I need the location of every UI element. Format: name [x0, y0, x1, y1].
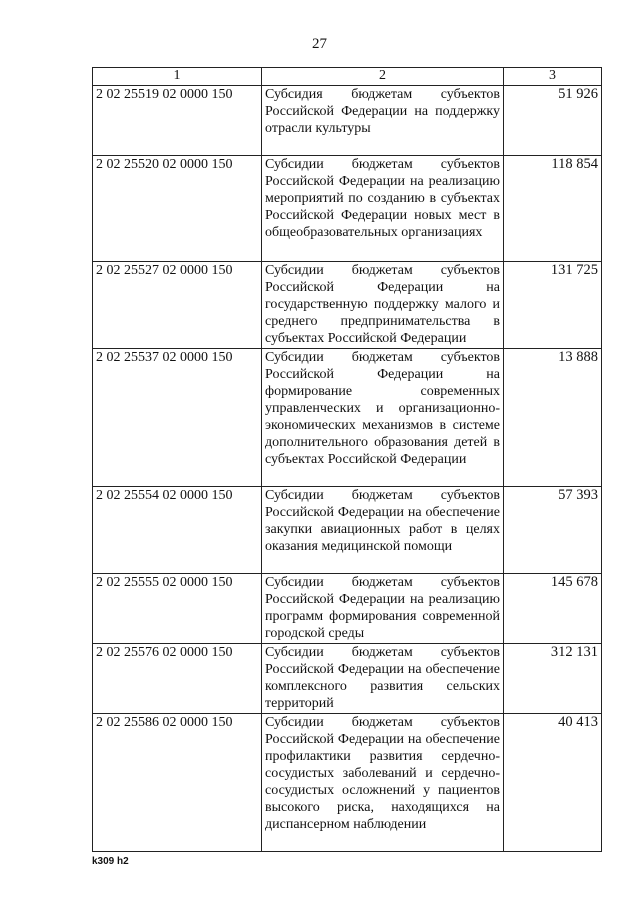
table-row — [93, 644, 602, 714]
row-amount: 40 413 — [504, 714, 602, 852]
row-code: 2 02 25537 02 0000 150 — [93, 349, 262, 487]
row-amount: 57 393 — [504, 487, 602, 574]
row-name: Субсидии бюджетам субъектов Российской Федерации на реализацию мероприятий по созданию в субъектах Российской Федерации новых мест в общеобразовательных организациях — [262, 156, 504, 262]
table-row — [93, 156, 602, 262]
row-name: Субсидии бюджетам субъектов Российской Федерации на обеспечение комплексного развития сельских территорий — [262, 644, 504, 714]
page-number: 27 — [312, 36, 327, 52]
row-code: 2 02 25554 02 0000 150 — [93, 487, 262, 574]
row-code: 2 02 25586 02 0000 150 — [93, 714, 262, 852]
row-amount: 312 131 — [504, 644, 602, 714]
row-name: Субсидии бюджетам субъектов Российской Федерации на государственную поддержку малого и среднего предпринимательства в субъектах Российской Федерации — [262, 262, 504, 349]
budget-table — [92, 67, 602, 852]
row-amount: 118 854 — [504, 156, 602, 262]
row-amount: 51 926 — [504, 86, 602, 156]
row-name: Субсидии бюджетам субъектов Российской Федерации на реализацию программ формирования современной городской среды — [262, 574, 504, 644]
row-code: 2 02 25527 02 0000 150 — [93, 262, 262, 349]
table-row — [93, 487, 602, 574]
row-name: Субсидии бюджетам субъектов Российской Федерации на обеспечение закупки авиационных работ в целях оказания медицинской помощи — [262, 487, 504, 574]
table-header-row — [93, 68, 602, 86]
row-name: Субсидии бюджетам субъектов Российской Федерации на формирование современных управленческих и организационно-экономических механизмов в системе дополнительного образования детей в субъектах Российской Федерации — [262, 349, 504, 487]
row-amount: 145 678 — [504, 574, 602, 644]
column-header-name: 2 — [262, 68, 504, 86]
table-row — [93, 86, 602, 156]
row-code: 2 02 25555 02 0000 150 — [93, 574, 262, 644]
footer-document-code: k309 h2 — [92, 856, 129, 867]
table-row — [93, 714, 602, 852]
table-row — [93, 574, 602, 644]
row-code: 2 02 25519 02 0000 150 — [93, 86, 262, 156]
column-header-code: 1 — [93, 68, 262, 86]
row-code: 2 02 25520 02 0000 150 — [93, 156, 262, 262]
row-amount: 13 888 — [504, 349, 602, 487]
table-row — [93, 262, 602, 349]
column-header-amount: 3 — [504, 68, 602, 86]
table-row — [93, 349, 602, 487]
row-name: Субсидия бюджетам субъектов Российской Федерации на поддержку отрасли культуры — [262, 86, 504, 156]
row-amount: 131 725 — [504, 262, 602, 349]
row-code: 2 02 25576 02 0000 150 — [93, 644, 262, 714]
row-name: Субсидии бюджетам субъектов Российской Федерации на обеспечение профилактики развития сердечно-сосудистых заболеваний и сердечно-сосудистых осложнений у пациентов высокого риска, находящихся на диспансерном наблюдении — [262, 714, 504, 852]
